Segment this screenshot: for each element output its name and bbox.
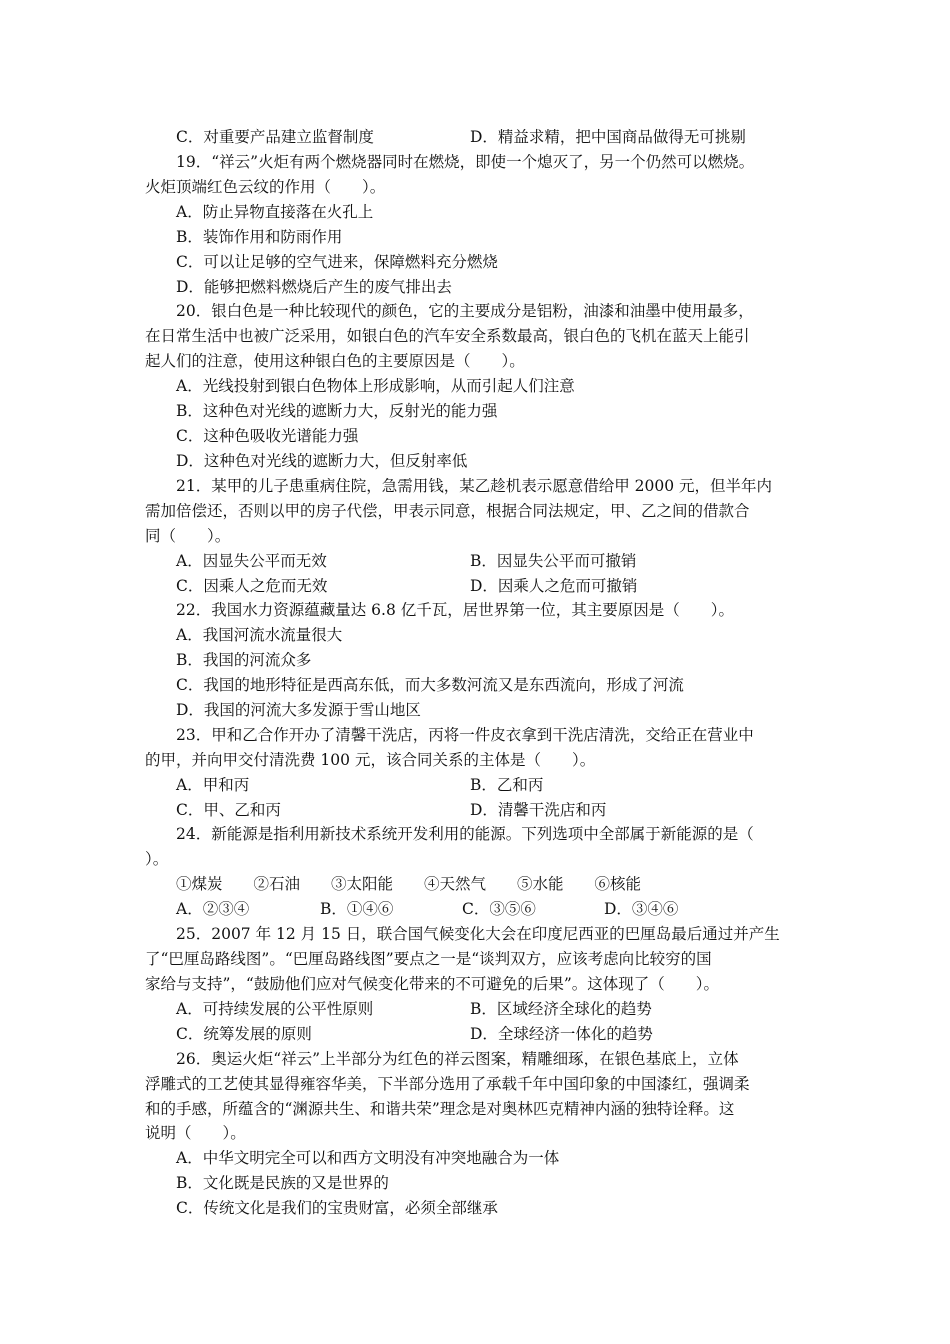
question-25-stem: 25．2007 年 12 月 15 日，联合国气候变化大会在印度尼西亚的巴厘岛最后通过并产生 bbox=[176, 925, 780, 943]
question-20-option-a: A．光线投射到银白色物体上形成影响，从而引起人们注意 bbox=[176, 377, 575, 395]
question-21-option-c: C．因乘人之危而无效 bbox=[176, 577, 328, 595]
question-19-stem: 19．“祥云”火炬有两个燃烧器同时在燃烧，即使一个熄灭了，另一个仍然可以燃烧。 bbox=[176, 153, 755, 171]
question-26-option-b: B．文化既是民族的又是世界的 bbox=[176, 1174, 389, 1192]
question-25-option-a: A．可持续发展的公平性原则 bbox=[176, 1000, 374, 1018]
question-20-stem: 20．银白色是一种比较现代的颜色，它的主要成分是铝粉，油漆和油墨中使用最多， bbox=[176, 302, 754, 320]
question-19-option-b: B．装饰作用和防雨作用 bbox=[176, 228, 343, 246]
question-24-option-c: C．③⑤⑥ bbox=[462, 900, 536, 918]
question-23-option-b: B．乙和丙 bbox=[470, 776, 544, 794]
question-24-option-b: B．①④⑥ bbox=[320, 900, 394, 918]
question-26-stem: 26．奥运火炬“祥云”上半部分为红色的祥云图案，精雕细琢，在银色基底上，立体 bbox=[176, 1050, 739, 1068]
question-23-option-a: A．甲和丙 bbox=[176, 776, 250, 794]
question-24-stem: 24．新能源是指利用新技术系统开发利用的能源。下列选项中全部属于新能源的是（ bbox=[176, 825, 754, 843]
question-21-stem: 21．某甲的儿子患重病住院，急需用钱，某乙趁机表示愿意借给甲 2000 元，但半年内 bbox=[176, 477, 773, 495]
question-21-option-a: A．因显失公平而无效 bbox=[176, 552, 327, 570]
question-19-option-d: D．能够把燃料燃烧后产生的废气排出去 bbox=[176, 278, 452, 296]
question-19-stem-cont: 火炬顶端红色云纹的作用（ ）。 bbox=[145, 178, 386, 196]
question-26-stem-cont: 浮雕式的工艺使其显得雍容华美，下半部分选用了承载千年中国印象的中国漆红，强调柔 bbox=[145, 1075, 750, 1093]
question-21-option-b: B．因显失公平而可撤销 bbox=[470, 552, 637, 570]
question-23-option-c: C．甲、乙和丙 bbox=[176, 801, 281, 819]
question-25-option-c: C．统筹发展的原则 bbox=[176, 1025, 312, 1043]
question-24-option-a: A．②③④ bbox=[176, 900, 250, 918]
question-20-stem-cont: 起人们的注意，使用这种银白色的主要原因是（ ）。 bbox=[145, 352, 525, 370]
question-20-stem-cont: 在日常生活中也被广泛采用，如银白色的汽车安全系数最高，银白色的飞机在蓝天上能引 bbox=[145, 327, 750, 345]
question-26-option-c: C．传统文化是我们的宝贵财富，必须全部继承 bbox=[176, 1199, 498, 1217]
question-24-option-d: D．③④⑥ bbox=[604, 900, 679, 918]
question-23-option-d: D．清馨干洗店和丙 bbox=[470, 801, 607, 819]
question-21-stem-cont: 同（ ）。 bbox=[145, 527, 231, 545]
question-21-stem-cont: 需加倍偿还，否则以甲的房子代偿，甲表示同意，根据合同法规定，甲、乙之间的借款合 bbox=[145, 502, 750, 520]
question-20-option-d: D．这种色对光线的遮断力大，但反射率低 bbox=[176, 452, 468, 470]
option-d: D．精益求精，把中国商品做得无可挑剔 bbox=[470, 128, 746, 146]
question-23-stem: 23．甲和乙合作开办了清馨干洗店，丙将一件皮衣拿到干洗店清洗，交给正在营业中 bbox=[176, 726, 754, 744]
question-20-option-b: B．这种色对光线的遮断力大，反射光的能力强 bbox=[176, 402, 498, 420]
question-24-items: ①煤炭 ②石油 ③太阳能 ④天然气 ⑤水能 ⑥核能 bbox=[176, 875, 642, 893]
question-26-option-a: A．中华文明完全可以和西方文明没有冲突地融合为一体 bbox=[176, 1149, 560, 1167]
question-26-stem-cont: 和的手感，所蕴含的“渊源共生、和谐共荣”理念是对奥林匹克精神内涵的独特诠释。这 bbox=[145, 1100, 735, 1118]
question-25-option-b: B．区域经济全球化的趋势 bbox=[470, 1000, 652, 1018]
question-21-option-d: D．因乘人之危而可撤销 bbox=[470, 577, 638, 595]
question-22-stem: 22．我国水力资源蕴藏量达 6.8 亿千瓦，居世界第一位，其主要原因是（ ）。 bbox=[176, 601, 734, 619]
question-25-stem-cont: 了“巴厘岛路线图”。“巴厘岛路线图”要点之一是“谈判双方，应该考虑向比较穷的国 bbox=[145, 950, 712, 968]
question-26-stem-cont: 说明（ ）。 bbox=[145, 1124, 246, 1142]
question-19-option-a: A．防止异物直接落在火孔上 bbox=[176, 203, 374, 221]
question-24-stem-cont: ）。 bbox=[145, 850, 169, 868]
option-c: C．对重要产品建立监督制度 bbox=[176, 128, 374, 146]
question-22-option-d: D．我国的河流大多发源于雪山地区 bbox=[176, 701, 421, 719]
question-22-option-a: A．我国河流水流量很大 bbox=[176, 626, 343, 644]
question-19-option-c: C．可以让足够的空气进来，保障燃料充分燃烧 bbox=[176, 253, 498, 271]
question-22-option-c: C．我国的地形特征是西高东低，而大多数河流又是东西流向，形成了河流 bbox=[176, 676, 684, 694]
question-23-stem-cont: 的甲，并向甲交付清洗费 100 元，该合同关系的主体是（ ）。 bbox=[145, 751, 596, 769]
question-20-option-c: C．这种色吸收光谱能力强 bbox=[176, 427, 359, 445]
question-25-stem-cont: 家给与支持”，“鼓励他们应对气候变化带来的不可避免的后果”。这体现了（ ）。 bbox=[145, 975, 720, 993]
question-25-option-d: D．全球经济一体化的趋势 bbox=[470, 1025, 653, 1043]
question-22-option-b: B．我国的河流众多 bbox=[176, 651, 312, 669]
